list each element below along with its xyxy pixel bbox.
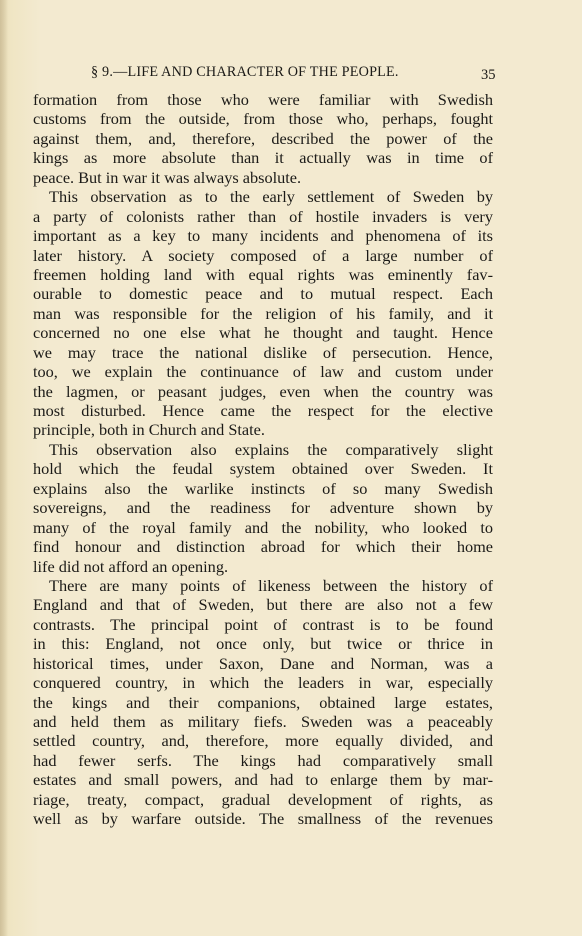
text-line: too, we explain the continuance of law and custom under <box>33 362 493 382</box>
text-line: customs from the outside, from those who, perhaps, fought <box>33 109 493 129</box>
text-line: concerned no one else what he thought and taught. Hence <box>33 323 493 343</box>
text-line: many of the royal family and the nobility, who looked to <box>33 517 493 537</box>
text-line: formation from those who were familiar with Swedish <box>33 90 493 109</box>
text-line: kings as more absolute than it actually was in time of <box>33 148 493 168</box>
text-line: find honour and distinction abroad for which their home <box>33 537 493 557</box>
text-line: freemen holding land with equal rights was eminently fav- <box>33 264 493 284</box>
text-line: man was responsible for the religion of his family, and it <box>33 303 493 323</box>
text-line: and held them as military fiefs. Sweden was a peaceably <box>33 712 493 731</box>
text-line: the kings and their companions, obtained large estates, <box>33 692 493 712</box>
page-gutter-shadow <box>0 0 8 936</box>
text-line: the lagmen, or peasant judges, even when the country was <box>33 381 493 401</box>
text-line: peace. But in war it was always absolute. <box>33 167 302 187</box>
text-line: settled country, and, therefore, more equally divided, and <box>33 731 493 751</box>
text-line: well as by warfare outside. The smallness of the revenues <box>33 809 493 829</box>
text-line: hold which the feudal system obtained over Sweden. It <box>33 459 493 479</box>
text-line: England and that of Sweden, but there are also not a few <box>33 595 493 615</box>
text-line: we may trace the national dislike of persecution. Hence, <box>33 342 493 362</box>
text-line: principle, both in Church and State. <box>33 420 265 440</box>
text-line: against them, and, therefore, described the power of the <box>33 128 493 148</box>
text-line: ourable to domestic peace and to mutual respect. Each <box>33 284 493 304</box>
running-head-title: § 9.—LIFE AND CHARACTER OF THE PEOPLE. <box>91 64 399 80</box>
text-line: This observation as to the early settlement of Sweden by <box>49 187 493 207</box>
text-line: conquered country, in which the leaders in war, especially <box>33 673 493 693</box>
text-line: most disturbed. Hence came the respect for the elective <box>33 401 493 420</box>
text-line: life did not afford an opening. <box>33 556 229 576</box>
text-line: estates and small powers, and had to enlarge them by mar- <box>33 770 493 790</box>
text-line: historical times, under Saxon, Dane and Norman, was a <box>33 653 493 673</box>
text-line: sovereigns, and the readiness for adventure shown by <box>33 498 493 518</box>
text-line: There are many points of likeness between the history of <box>49 575 493 595</box>
text-line: This observation also explains the comparatively slight <box>49 439 493 459</box>
text-line: later history. A society composed of a large number of <box>33 245 493 265</box>
text-line: a party of colonists rather than of hostile invaders is very <box>33 206 493 226</box>
text-line: explains also the warlike instincts of so many Swedish <box>33 478 493 498</box>
body-text <box>33 90 493 829</box>
page-number: 35 <box>481 67 496 83</box>
text-line: riage, treaty, compact, gradual development of rights, as <box>33 789 493 809</box>
text-line: important as a key to many incidents and phenomena of its <box>33 226 493 246</box>
text-line: contrasts. The principal point of contrast is to be found <box>33 614 493 634</box>
text-line: had fewer serfs. The kings had comparatively small <box>33 750 493 770</box>
text-line: in this: England, not once only, but twice or thrice in <box>33 634 493 654</box>
running-head <box>33 62 496 84</box>
